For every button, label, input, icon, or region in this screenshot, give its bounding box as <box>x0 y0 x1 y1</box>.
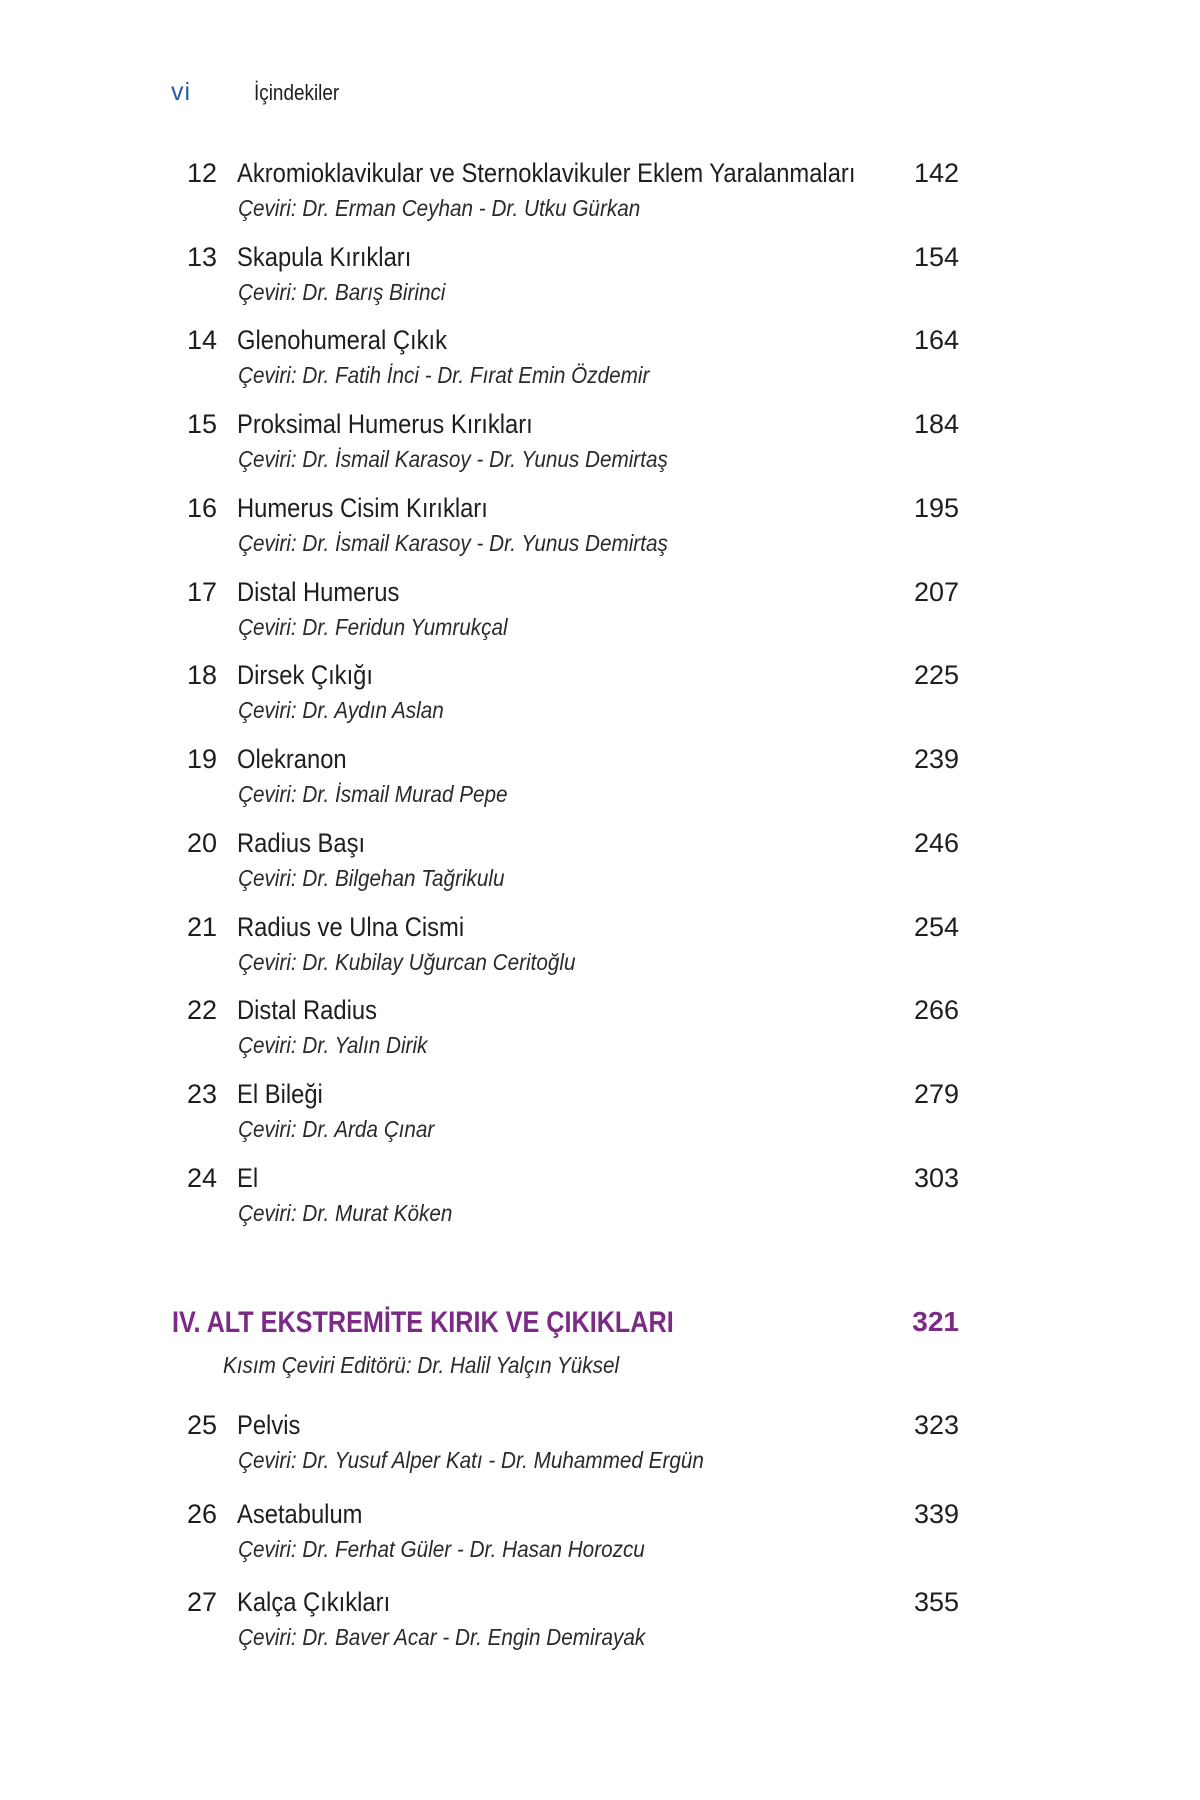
chapter-translator: Çeviri: Dr. Arda Çınar <box>238 1116 435 1142</box>
chapter-number: 16 <box>187 493 218 523</box>
chapter-page[interactable]: 254 <box>913 912 959 942</box>
chapter-page[interactable]: 142 <box>913 158 959 188</box>
chapter-page[interactable]: 266 <box>913 995 959 1025</box>
chapter-title[interactable]: El <box>237 1163 259 1193</box>
chapter-number: 27 <box>187 1587 218 1617</box>
page-number: vi <box>171 78 192 106</box>
toc-entry[interactable] <box>0 1410 1200 1486</box>
toc-entry[interactable] <box>0 409 1200 485</box>
chapter-title[interactable]: Humerus Cisim Kırıkları <box>237 493 488 523</box>
chapter-translator: Çeviri: Dr. Ferhat Güler - Dr. Hasan Horozcu <box>238 1536 645 1562</box>
toc-entry[interactable] <box>0 828 1200 904</box>
chapter-title[interactable]: El Bileği <box>237 1079 323 1109</box>
chapter-number: 19 <box>187 744 218 774</box>
chapter-translator: Çeviri: Dr. Fatih İnci - Dr. Fırat Emin Özdemir <box>238 362 650 388</box>
toc-entry[interactable] <box>0 744 1200 820</box>
chapter-page[interactable]: 246 <box>913 828 959 858</box>
part-editor: Kısım Çeviri Editörü: Dr. Halil Yalçın Yüksel <box>223 1352 620 1378</box>
part-page[interactable]: 321 <box>912 1306 959 1337</box>
toc-entry[interactable] <box>0 242 1200 318</box>
chapter-number: 23 <box>187 1079 218 1109</box>
toc-entry[interactable] <box>0 912 1200 988</box>
toc-entry[interactable] <box>0 577 1200 653</box>
chapter-number: 20 <box>187 828 218 858</box>
chapter-page[interactable]: 225 <box>913 660 959 690</box>
toc-entry[interactable] <box>0 493 1200 569</box>
chapter-title[interactable]: Radius Başı <box>237 828 366 858</box>
chapter-translator: Çeviri: Dr. Yusuf Alper Katı - Dr. Muhammed Ergün <box>238 1447 704 1473</box>
chapter-title[interactable]: Glenohumeral Çıkık <box>237 325 447 355</box>
chapter-translator: Çeviri: Dr. Barış Birinci <box>238 279 446 305</box>
chapter-number: 24 <box>187 1163 218 1193</box>
part-heading[interactable] <box>0 1306 1200 1386</box>
chapter-number: 13 <box>187 242 218 272</box>
chapter-page[interactable]: 164 <box>913 325 959 355</box>
chapter-page[interactable]: 279 <box>913 1079 959 1109</box>
chapter-page[interactable]: 303 <box>913 1163 959 1193</box>
chapter-title[interactable]: Olekranon <box>237 744 347 774</box>
chapter-number: 12 <box>187 158 218 188</box>
chapter-translator: Çeviri: Dr. İsmail Karasoy - Dr. Yunus Demirtaş <box>238 446 668 472</box>
chapter-translator: Çeviri: Dr. Murat Köken <box>238 1200 453 1226</box>
toc-entry[interactable] <box>0 1499 1200 1575</box>
chapter-title[interactable]: Proksimal Humerus Kırıkları <box>237 409 533 439</box>
chapter-title[interactable]: Distal Humerus <box>237 577 400 607</box>
chapter-translator: Çeviri: Dr. Baver Acar - Dr. Engin Demirayak <box>238 1624 646 1650</box>
part-title[interactable]: IV. ALT EKSTREMİTE KIRIK VE ÇIKIKLARI <box>172 1306 674 1339</box>
chapter-number: 18 <box>187 660 218 690</box>
chapter-translator: Çeviri: Dr. Feridun Yumrukçal <box>238 614 508 640</box>
chapter-page[interactable]: 184 <box>913 409 959 439</box>
chapter-page[interactable]: 239 <box>913 744 959 774</box>
toc-entry[interactable] <box>0 325 1200 401</box>
chapter-translator: Çeviri: Dr. Kubilay Uğurcan Ceritoğlu <box>238 949 576 975</box>
chapter-page[interactable]: 323 <box>913 1410 959 1440</box>
chapter-number: 25 <box>187 1410 218 1440</box>
toc-entry[interactable] <box>0 158 1200 234</box>
chapter-number: 15 <box>187 409 218 439</box>
chapter-translator: Çeviri: Dr. Yalın Dirik <box>238 1032 428 1058</box>
chapter-title[interactable]: Dirsek Çıkığı <box>237 660 373 690</box>
chapter-title[interactable]: Akromioklavikular ve Sternoklavikuler Eklem Yaralanmaları <box>237 158 856 188</box>
chapter-translator: Çeviri: Dr. İsmail Karasoy - Dr. Yunus Demirtaş <box>238 530 668 556</box>
chapter-number: 17 <box>187 577 218 607</box>
chapter-page[interactable]: 339 <box>913 1499 959 1529</box>
toc-entry[interactable] <box>0 660 1200 736</box>
toc-entry[interactable] <box>0 1587 1200 1663</box>
chapter-number: 14 <box>187 325 218 355</box>
page-header <box>0 78 1200 114</box>
toc-entry[interactable] <box>0 995 1200 1071</box>
chapter-translator: Çeviri: Dr. Aydın Aslan <box>238 697 444 723</box>
chapter-title[interactable]: Distal Radius <box>237 995 377 1025</box>
chapter-title[interactable]: Radius ve Ulna Cismi <box>237 912 465 942</box>
chapter-translator: Çeviri: Dr. İsmail Murad Pepe <box>238 781 508 807</box>
chapter-page[interactable]: 154 <box>913 242 959 272</box>
running-title: İçindekiler <box>254 80 340 105</box>
chapter-title[interactable]: Kalça Çıkıkları <box>237 1587 391 1617</box>
chapter-translator: Çeviri: Dr. Erman Ceyhan - Dr. Utku Gürkan <box>238 195 641 221</box>
chapter-page[interactable]: 195 <box>913 493 959 523</box>
chapter-page[interactable]: 355 <box>913 1587 959 1617</box>
chapter-page[interactable]: 207 <box>913 577 959 607</box>
toc-entry[interactable] <box>0 1163 1200 1239</box>
chapter-title[interactable]: Skapula Kırıkları <box>237 242 412 272</box>
chapter-title[interactable]: Asetabulum <box>237 1499 363 1529</box>
chapter-number: 22 <box>187 995 218 1025</box>
chapter-number: 26 <box>187 1499 218 1529</box>
chapter-title[interactable]: Pelvis <box>237 1410 301 1440</box>
chapter-number: 21 <box>187 912 218 942</box>
toc-entry[interactable] <box>0 1079 1200 1155</box>
chapter-translator: Çeviri: Dr. Bilgehan Tağrikulu <box>238 865 505 891</box>
